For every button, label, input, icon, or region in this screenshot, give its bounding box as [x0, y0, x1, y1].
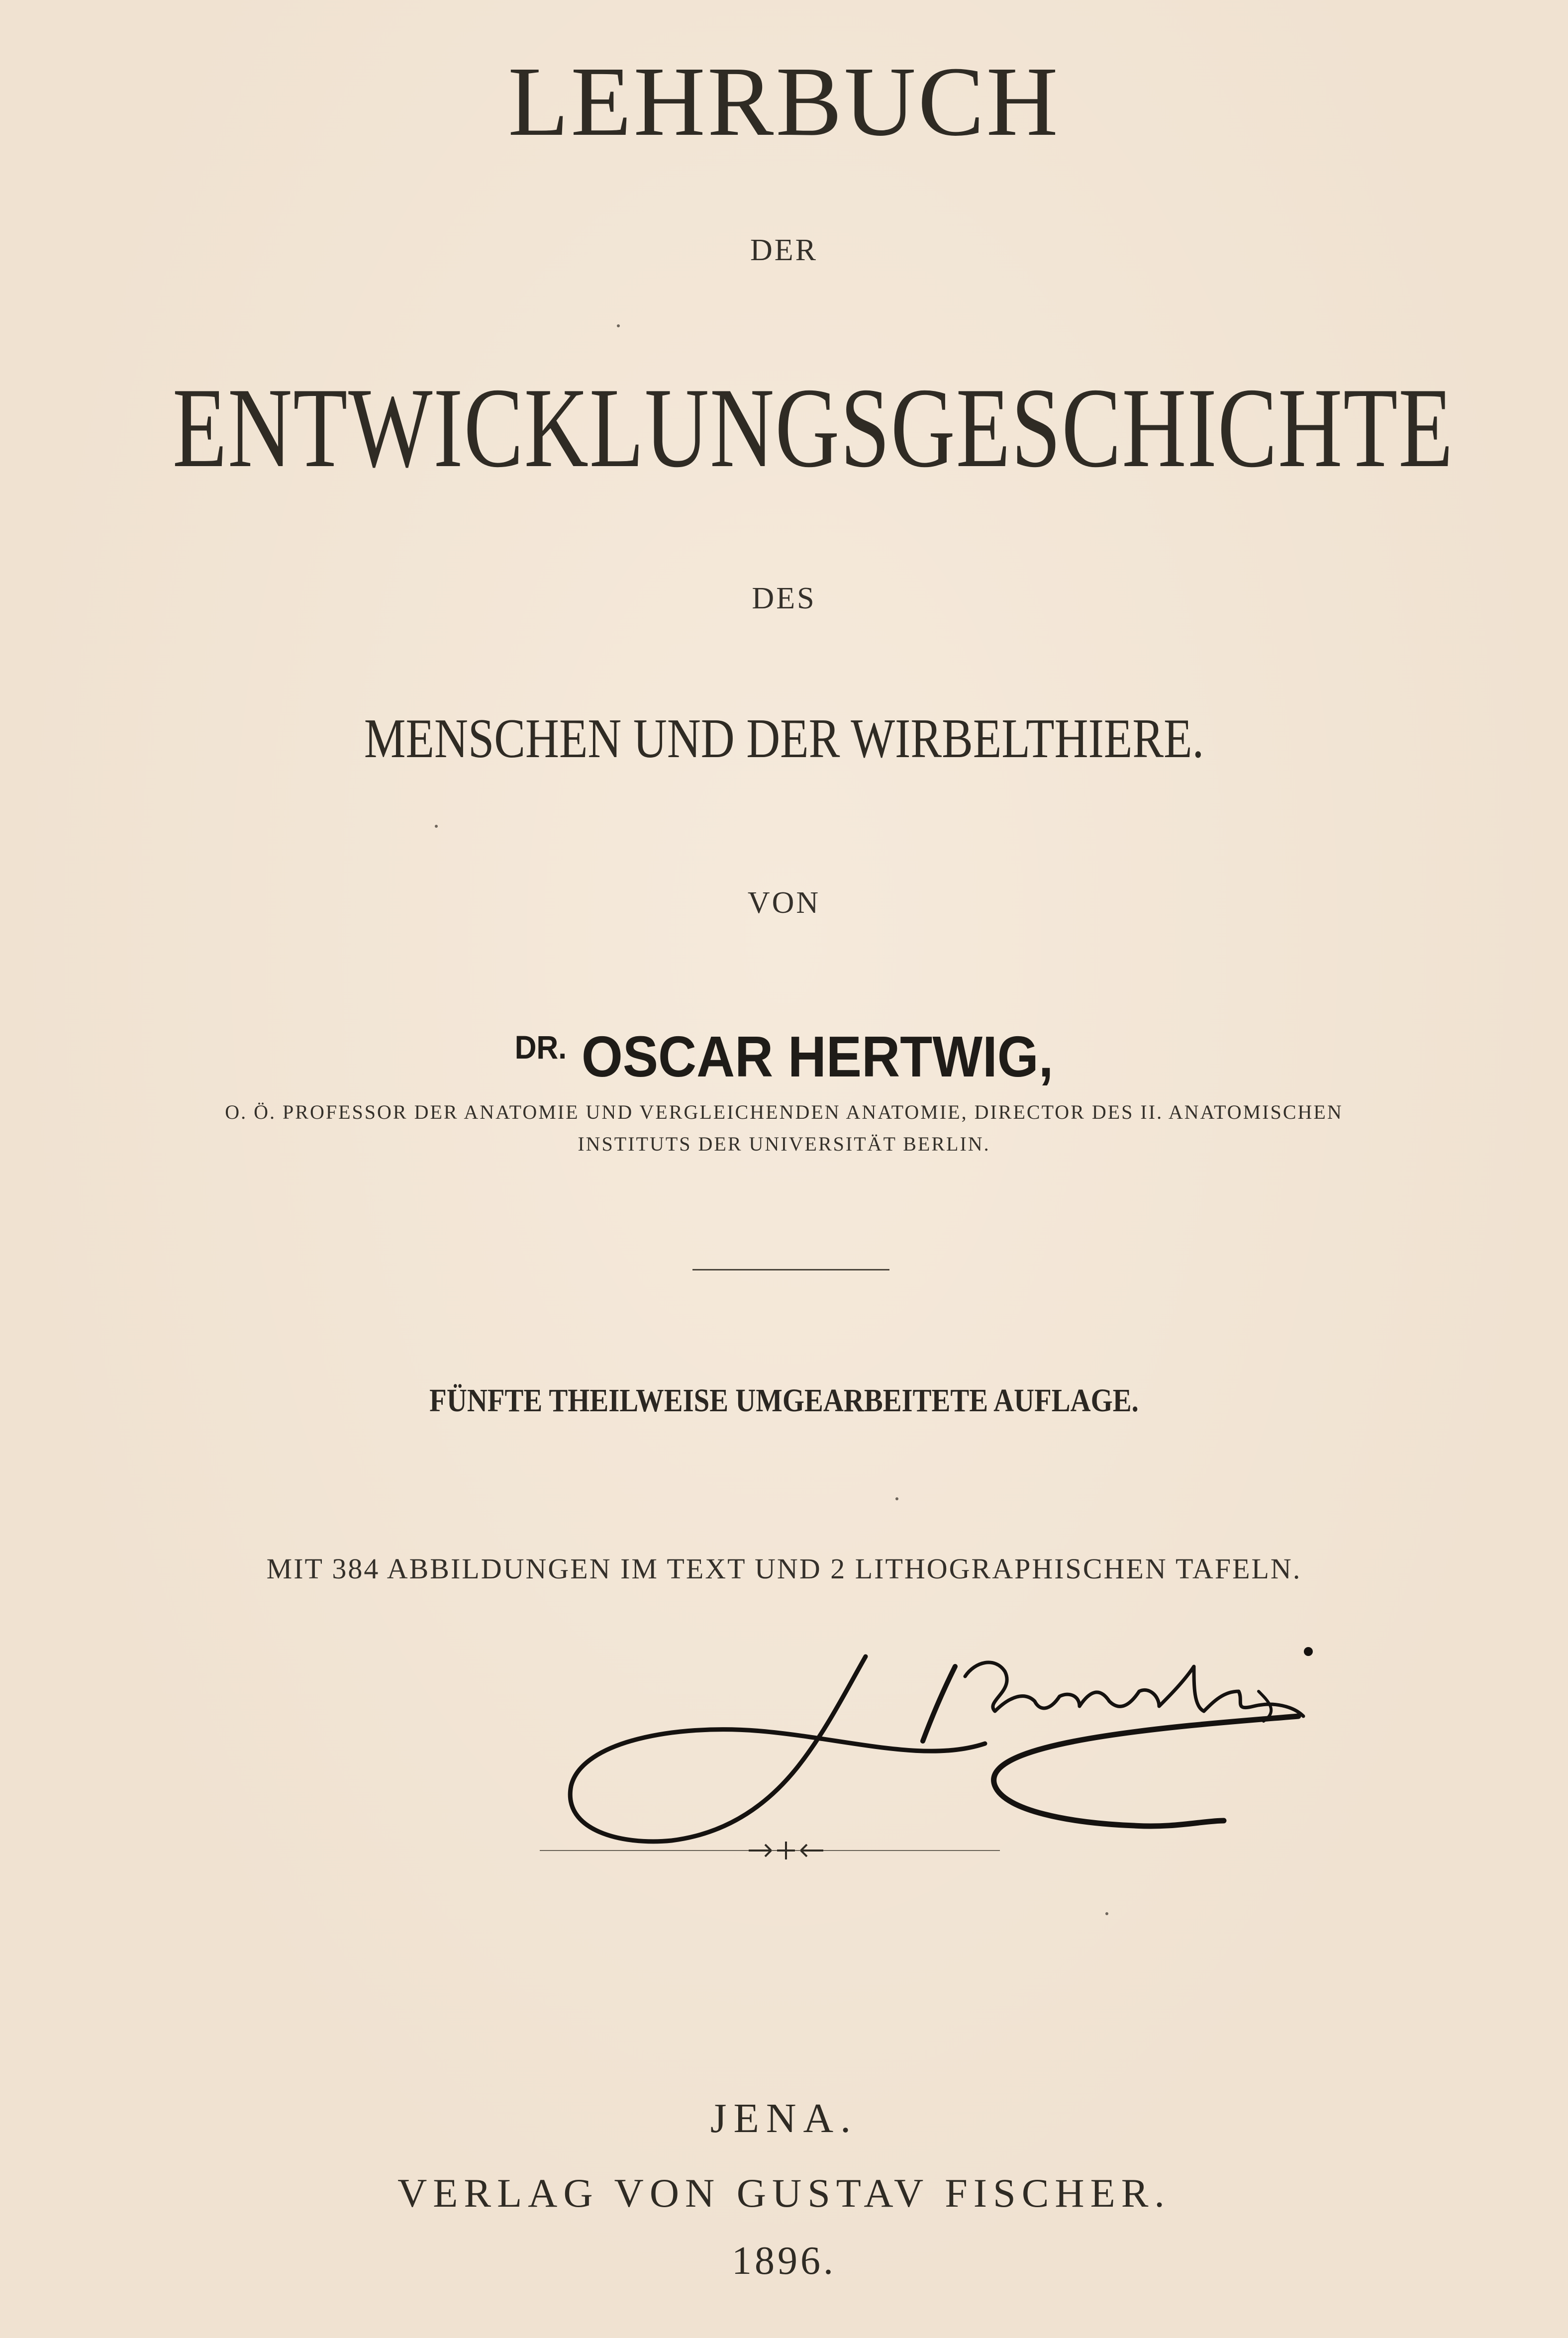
paper-speck: [1105, 1912, 1108, 1915]
connector-der: DER: [750, 233, 818, 267]
paper-speck: [617, 324, 620, 327]
author-name: OSCAR HERTWIG,: [581, 1024, 1054, 1089]
book-subject: ENTWICKLUNGSGESCHICHTE: [172, 364, 1454, 491]
handwritten-signature: [547, 1637, 1333, 1855]
decorative-ornament: [537, 1836, 1035, 1865]
edition-statement: FÜNFTE THEILWEISE UMGEARBEITETE AUFLAGE.: [429, 1382, 1139, 1419]
author-prefix: DR.: [514, 1029, 567, 1066]
author-affiliation-line-2: INSTITUTS DER UNIVERSITÄT BERLIN.: [578, 1133, 990, 1155]
connector-des: DES: [752, 582, 816, 615]
by-line: VON: [747, 886, 821, 920]
book-subject-continuation: MENSCHEN UND DER WIRBELTHIERE.: [364, 708, 1204, 770]
paper-speck: [435, 825, 438, 828]
paper-speck: [895, 1497, 898, 1500]
illustrations-statement: MIT 384 ABBILDUNGEN IM TEXT UND 2 LITHOGRAPHISCHEN TAFELN.: [266, 1553, 1302, 1585]
author-name-line: [63, 1015, 1505, 1089]
author-affiliation-line-1: O. Ö. PROFESSOR DER ANATOMIE UND VERGLEICHENDEN ANATOMIE, DIRECTOR DES II. ANATOMISCHEN: [225, 1101, 1343, 1123]
publication-year: 1896.: [732, 2239, 836, 2283]
book-title: LEHRBUCH: [508, 47, 1060, 157]
publication-place: JENA.: [710, 2095, 858, 2142]
publisher-name: VERLAG VON GUSTAV FISCHER.: [397, 2170, 1171, 2216]
divider-rule: [692, 1269, 889, 1270]
